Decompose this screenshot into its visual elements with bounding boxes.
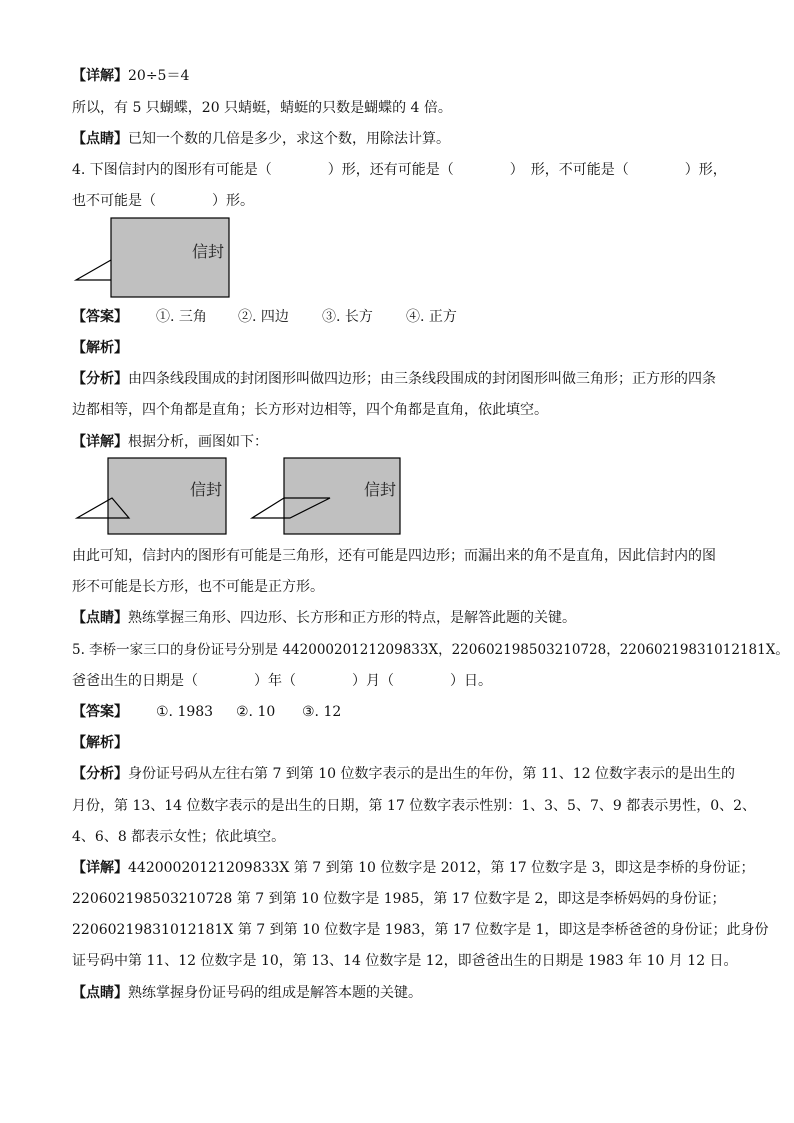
detail-line <box>72 66 732 86</box>
hint-text: 熟练掌握三角形、四边形、长方形和正方形的特点，是解答此题的关键。 <box>128 610 576 626</box>
envelope-label-2: 信封 <box>364 480 397 499</box>
detail-line-q5-4: 证号码中第 11、12 位数字是 10，第 13、14 位数字是 12，即爸爸出生的日期是 1983 年 10 月 12 日。 <box>72 953 738 969</box>
fenxi-text: 由四条线段围成的封闭图形叫做四边形；由三条线段围成的封闭图形叫做三角形；正方形的四条 <box>128 371 716 387</box>
explanation-line: 所以，有 5 只蝴蝶，20 只蜻蜓，蜻蜓的只数是蝴蝶的 4 倍。 <box>72 100 452 116</box>
fenxi-line-q5-cont: 月份，第 13、14 位数字表示的是出生的日期，第 17 位数字表示性别：1、3、5、7、9 都表示男性，0、2、 <box>72 798 757 814</box>
question-4-text: 4. 下图信封内的图形有可能是（ ）形，还有可能是（ ） 形，不可能是（ ）形， <box>72 162 727 178</box>
answer-line-q5 <box>72 702 732 722</box>
answer-line-q4 <box>72 307 732 327</box>
fenxi-line-q5 <box>72 764 736 784</box>
fenxi-text: 身份证号码从左往右第 7 到第 10 位数字表示的是出生的年份，第 11、12 位数字表示的是出生的 <box>128 766 736 782</box>
hint-text: 熟练掌握身份证号码的组成是解答本题的关键。 <box>128 985 422 1001</box>
hint-tag: 【点睛】 <box>72 610 128 626</box>
fenxi-tag: 【分析】 <box>72 766 128 782</box>
hint-tag: 【点睛】 <box>72 985 128 1001</box>
fenxi-line-q4 <box>72 369 732 389</box>
hint-line-q4 <box>72 608 732 628</box>
answer-4: ④. 正方 <box>406 309 457 325</box>
triangle-visible-part <box>76 260 111 280</box>
fenxi-line-q5-cont2: 4、6、8 都表示女性；依此填空。 <box>72 829 286 845</box>
answer-tag: 【答案】 <box>72 309 128 325</box>
analysis-tag-q5: 【解析】 <box>72 735 128 751</box>
answer-2: ②. 四边 <box>238 309 289 325</box>
detail-line-q5 <box>72 858 755 878</box>
hint-line <box>72 129 732 149</box>
answer-tag: 【答案】 <box>72 704 128 720</box>
hint-text: 已知一个数的几倍是多少，求这个数，用除法计算。 <box>128 131 450 147</box>
envelope-figure <box>72 215 242 305</box>
detail-line-q5-2: 220602198503210728 第 7 到第 10 位数字是 1985，第 17 位数字是 2，即这是李桥妈妈的身份证； <box>72 891 726 907</box>
detail-tag: 【详解】 <box>72 860 128 876</box>
conclusion-line-cont: 形不可能是长方形，也不可能是正方形。 <box>72 579 324 595</box>
analysis-tag-q4: 【解析】 <box>72 340 128 356</box>
answer-2: ②. 10 <box>236 704 276 720</box>
fenxi-tag: 【分析】 <box>72 371 128 387</box>
answer-3: ③. 12 <box>302 704 342 720</box>
detail-tag: 【详解】 <box>72 434 128 450</box>
envelope-label-1: 信封 <box>190 480 223 499</box>
detail-line-q4 <box>72 432 732 452</box>
question-5-text: 5. 李桥一家三口的身份证号分别是 44200020121209833X，220602198503210728，22060219831012181X。 <box>72 642 789 658</box>
answer-3: ③. 长方 <box>322 309 373 325</box>
detail-line-q5-3: 22060219831012181X 第 7 到第 10 位数字是 1983，第 17 位数字是 1，即这是李桥爸爸的身份证；此身份 <box>72 922 769 938</box>
answer-1: ①. 三角 <box>156 309 207 325</box>
question-5-text-cont: 爸爸出生的日期是（ ）年（ ）月（ ）日。 <box>72 673 492 689</box>
detail-text: 20÷5＝4 <box>128 68 190 84</box>
answer-1: ①. 1983 <box>156 704 214 720</box>
detail-text: 根据分析，画图如下： <box>128 434 268 450</box>
analysis-figures <box>72 455 412 540</box>
hint-line-q5 <box>72 983 732 1003</box>
conclusion-line: 由此可知，信封内的图形有可能是三角形，还有可能是四边形；而漏出来的角不是直角，因此信封内的图 <box>72 548 716 564</box>
envelope-label: 信封 <box>192 242 225 261</box>
detail-text: 44200020121209833X 第 7 到第 10 位数字是 2012，第 17 位数字是 3，即这是李桥的身份证； <box>128 860 755 876</box>
detail-tag: 【详解】 <box>72 68 128 84</box>
question-4-text-cont: 也不可能是（ ）形。 <box>72 193 254 209</box>
hint-tag: 【点睛】 <box>72 131 128 147</box>
fenxi-line-q4-cont: 边都相等，四个角都是直角；长方形对边相等，四个角都是直角，依此填空。 <box>72 402 548 418</box>
